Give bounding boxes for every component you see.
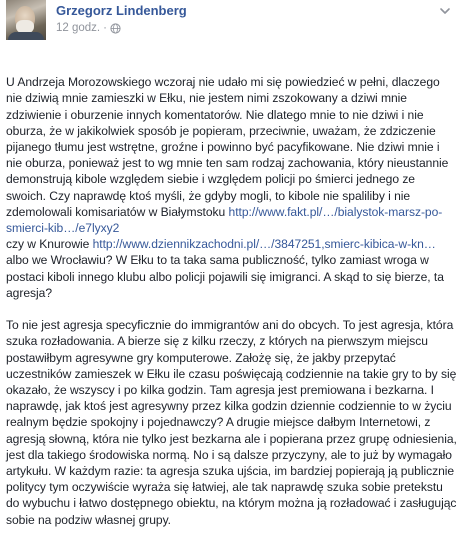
post-time[interactable]: 12 godz. xyxy=(56,22,101,34)
post-text-1b: czy w Knurowie xyxy=(6,237,90,252)
avatar-shirt xyxy=(8,32,44,40)
author-name[interactable]: Grzegorz Lindenberg xyxy=(56,3,187,18)
post-paragraph-2: To nie jest agresja specyficznie do immigrantów ani do obcych. To jest agresja, która szuka rozładowania. A bierze się z kilku rzeczy, z których na pierwszym miejscu postawiłbym agresywne gry komputerowe. Założę się, że jakby przepytać uczestników zamieszek w Ełku ile czasu poświęcają codziennie na takie gry to by się okazało, że wszyscy i po kilka godzin. Tam agresja jest premiowana i bezkarna. I naprawdę, jak ktoś jest agresywny przez kilka godzin dziennie codziennie to w życiu realnym będzie spokojny i pojednawczy? A drugie miejsce dałbym Internetowi, z agresją słowną, która nie tylko jest bezkarna ale i popierana przez grupę odniesienia, jest dla takiego środowiska normą. No i są dalsze przyczyny, ale to już by wymagało artykułu. W każdym razie: ta agresja szuka ujścia, im bardziej popierają ją publicznie politycy tym oczywiście wyraża się łatwiej, ale tak naprawdę szuka sobie pretekstu do wybuchu i łatwo dostępnego obiektu, na którym można ją rozładować i zasługując sobie na podziw własnej grupy. xyxy=(6,318,457,527)
chevron-down-icon[interactable] xyxy=(438,4,452,18)
meta-separator: · xyxy=(103,22,107,34)
post-paragraph-1 xyxy=(6,74,458,301)
post-text-1c: albo we Wrocławiu? W Ełku to ta taka sama publiczność, tylko zamiast wroga w postaci kiboli innego klubu albo policji pojawili się imigranci. A skąd to się bierze, ta agresja? xyxy=(6,253,444,300)
globe-icon[interactable] xyxy=(110,23,121,34)
post-text-1a: U Andrzeja Morozowskiego wczoraj nie udało mi się powiedzieć w pełni, dlaczego nie dziwią mnie zamieszki w Ełku, nie jestem nimi zszokowany a dziwi mnie zdziwienie i oburzenie innych komentatorów. Nie dlatego mnie to nie dziwi i nie oburza, że w jakikolwiek sposób je popieram, przeciwnie, uważam, że zdziczenie pijanego tłumu jest wstrętne, groźne i powinno być pacyfikowane. Nie dziwi mnie i nie oburza, ponieważ jest to wg mnie ten sam rodzaj zachowania, który nieustannie demonstrują kibole względem siebie i względem policji po śmierci jednego ze swoich. Czy naprawdę ktoś myśli, że gdyby mogli, to kibole nie spaliliby i nie zdemolowali komisariatów w Białymstoku xyxy=(6,75,449,219)
avatar[interactable] xyxy=(6,0,46,40)
link-dziennikzachodni[interactable]: http://www.dziennikzachodni.pl/…/3847251,smierc-kibica-w-kn… xyxy=(92,237,436,252)
post-header xyxy=(6,0,458,44)
link-fakt[interactable]: http://www.fakt.pl/…/bialystok-marsz-po-smierci-kib…/e7lyxy2 xyxy=(6,204,443,236)
post-meta xyxy=(56,22,121,34)
post-body xyxy=(6,58,458,544)
